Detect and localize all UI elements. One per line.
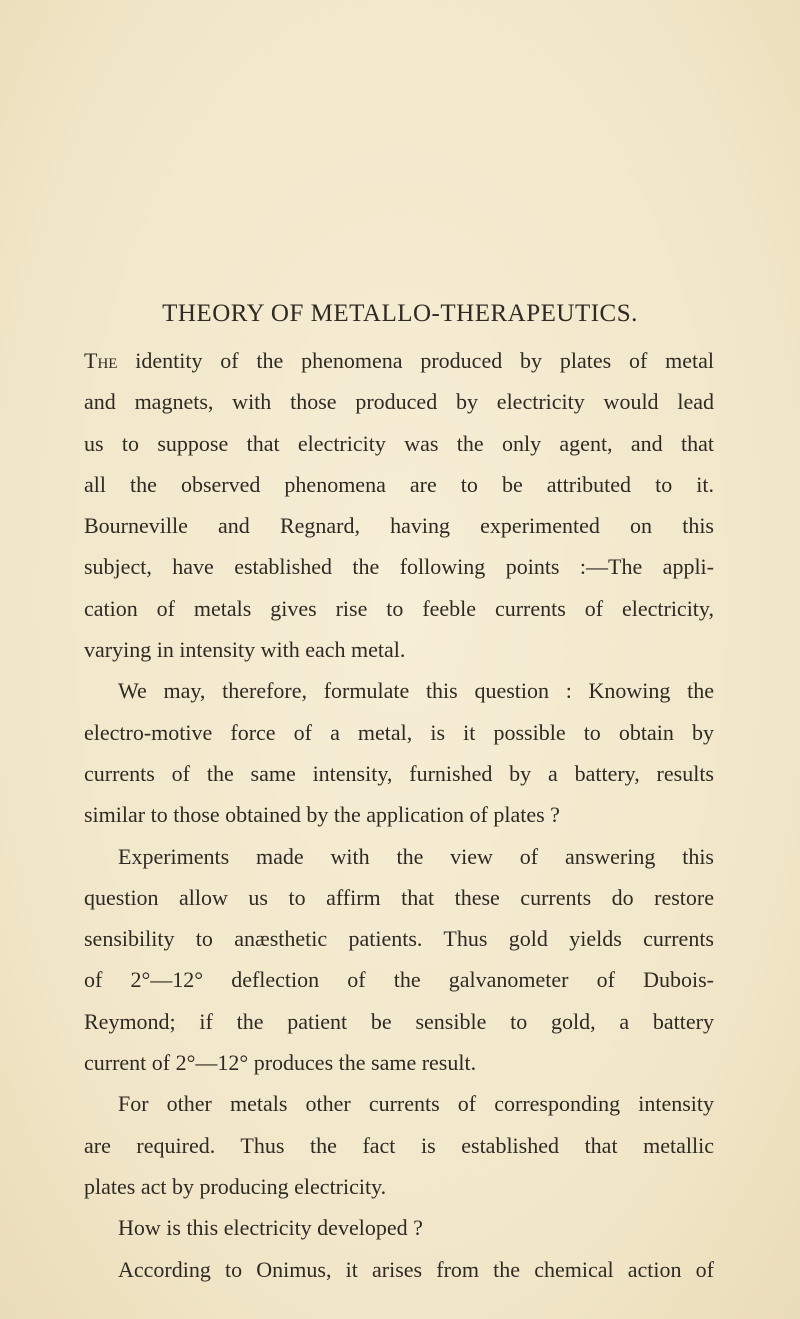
- text-line: Bourneville and Regnard, having experimented on this: [84, 513, 714, 539]
- text-line: are required. Thus the fact is established that metallic: [84, 1132, 714, 1158]
- text-line: [84, 340, 714, 381]
- text-line: Experiments made with the view of answering this: [118, 843, 714, 869]
- text-line: all the observed phenomena are to be attributed to it.: [84, 471, 714, 497]
- text-line: us to suppose that electricity was the only agent, and that: [84, 430, 714, 456]
- text-line: varying in intensity with each metal.: [84, 637, 406, 663]
- text-line: sensibility to anæsthetic patients. Thus gold yields currents: [84, 926, 714, 952]
- text-line-content: identity of the phenomena produced by plates of metal: [117, 348, 714, 373]
- text-line: current of 2°—12° produces the same result.: [84, 1050, 477, 1076]
- text-line: According to Onimus, it arises from the chemical action of: [118, 1256, 714, 1282]
- text-line: We may, therefore, formulate this question : Knowing the: [118, 678, 714, 704]
- page-heading: THEORY OF METALLO-THERAPEUTICS.: [162, 300, 638, 327]
- text-line: Reymond; if the patient be sensible to gold, a battery: [84, 1008, 714, 1034]
- body-text: [84, 340, 714, 1290]
- text-line: subject, have established the following points :—The appli-: [84, 554, 714, 580]
- text-line: electro-motive force of a metal, is it possible to obtain by: [84, 719, 714, 745]
- text-line: question allow us to affirm that these currents do restore: [84, 884, 714, 910]
- text-line: of 2°—12° deflection of the galvanometer of Dubois-: [84, 967, 714, 993]
- text-line: For other metals other currents of corresponding intensity: [118, 1091, 714, 1117]
- text-line: How is this electricity developed ?: [118, 1215, 423, 1241]
- opening-word: The: [84, 348, 118, 373]
- text-line: plates act by producing electricity.: [84, 1173, 387, 1199]
- text-line: cation of metals gives rise to feeble currents of electricity,: [84, 595, 714, 621]
- text-line: and magnets, with those produced by electricity would lead: [84, 389, 714, 415]
- text-line: currents of the same intensity, furnished by a battery, results: [84, 760, 714, 786]
- text-line: similar to those obtained by the application of plates ?: [84, 802, 560, 828]
